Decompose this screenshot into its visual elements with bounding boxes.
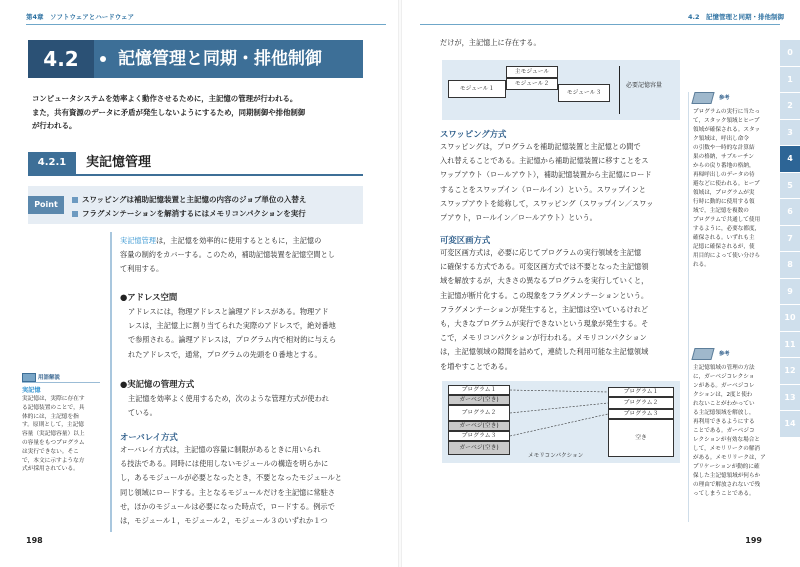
glossary-body bbox=[22, 395, 100, 474]
intro-line: コンピュータシステムを効率よく動作させるために，主記憶の管理が行われる。 bbox=[32, 94, 298, 103]
para-line: は，主記憶領域の隙間を詰めて，連続した利用可能な主記憶領域 bbox=[440, 347, 649, 357]
note-line: 再利用できるようにする bbox=[693, 419, 755, 425]
left-page-number: 198 bbox=[26, 536, 43, 545]
chapter-tab[interactable]: 12 bbox=[780, 358, 800, 385]
note-line: 用目的によって使い分けら bbox=[693, 253, 761, 259]
note-line: ことである。ガーベジコ bbox=[693, 428, 755, 434]
subsection-title-bar bbox=[28, 152, 363, 176]
note-line: 領域が確保される。スタッ bbox=[693, 127, 761, 133]
note-line: 行時に動的に使用する領 bbox=[693, 199, 755, 205]
right-page-number: 199 bbox=[745, 536, 762, 545]
para-line: で参照される。論理アドレスは，プログラム内で相対的に与えら bbox=[128, 335, 337, 345]
point-text: スワッピングは補助記憶装置と主記憶の内容のジョブ単位の入替え bbox=[82, 195, 307, 204]
note-line: 避などに使われる。ヒープ bbox=[693, 181, 760, 187]
glossary-line: 実記憶は，実際に存在す bbox=[22, 396, 85, 402]
note-line: 再帰呼出しのデータの待 bbox=[693, 172, 755, 178]
section-bullet-dot bbox=[100, 56, 106, 62]
para-text: は，主記憶を効率的に使用するとともに，主記憶の bbox=[155, 236, 322, 245]
para-line: オーバレイ方式は，主記憶の容量に制限があるときに用いられ bbox=[120, 445, 321, 454]
note-line: からの戻り番地の格納， bbox=[693, 163, 755, 169]
note-line: 果の格納，サブルーチン bbox=[693, 154, 755, 160]
chapter-tab[interactable]: 10 bbox=[780, 305, 800, 332]
para-line: 容量の制約をカバーする。このため，補助記憶装置を記憶空間とし bbox=[120, 250, 335, 260]
chapter-tab[interactable]: 3 bbox=[780, 120, 800, 147]
note-line: の理由で解放されないで残 bbox=[693, 482, 761, 488]
glossary-title: 実記憶 bbox=[22, 387, 41, 394]
glossary-label: 用語解説 bbox=[38, 375, 61, 381]
before-program-1: プログラム１ bbox=[448, 385, 510, 395]
point-item bbox=[72, 194, 306, 205]
para-line: プアウト，ロールイン／ロールアウト）という。 bbox=[440, 213, 597, 223]
after-free-space: 空き bbox=[608, 419, 674, 457]
chapter-tab[interactable]: 5 bbox=[780, 173, 800, 200]
diagram-module-2: モジュール２ bbox=[506, 78, 558, 90]
reference-note-stack-heap bbox=[693, 90, 773, 270]
paragraph-swapping bbox=[440, 140, 684, 225]
chapter-tab[interactable]: 9 bbox=[780, 279, 800, 306]
note-body bbox=[693, 108, 773, 270]
note-line: 記憶に確保されるが，使 bbox=[693, 244, 755, 250]
section-number: 4.2 bbox=[28, 40, 94, 78]
note-line: プログラムで共通して使用 bbox=[693, 217, 761, 223]
para-line: フラグメンテーションが発生すると，主記憶は空いているけれど bbox=[440, 304, 649, 314]
para-line: る技法である。同時には使用しないモジュールの構造を明らかに bbox=[120, 459, 329, 469]
heading-variable-partition: 可変区画方式 bbox=[440, 235, 491, 245]
point-tag: Point bbox=[28, 196, 64, 214]
paragraph-variable-partition bbox=[440, 246, 684, 374]
note-line: て，スタック領域とヒープ bbox=[693, 118, 760, 124]
glossary-line: す。原則として，主記憶 bbox=[22, 422, 84, 429]
note-line: れないことがわかってい bbox=[693, 401, 755, 407]
reference-note-garbage-collection bbox=[693, 346, 773, 499]
margin-rule bbox=[110, 232, 112, 532]
para-line: せ，ほかのモジュールは必要になった時点で，ロードする。例示で bbox=[120, 501, 335, 511]
book-icon bbox=[691, 92, 714, 104]
book-gutter bbox=[398, 0, 402, 567]
diagram-module-1: モジュール１ bbox=[448, 80, 506, 98]
note-line: る主記憶領域を解放し， bbox=[693, 410, 755, 416]
compaction-label: メモリコンパクション bbox=[528, 453, 584, 459]
heading-overlay: オーバレイ方式 bbox=[120, 432, 178, 442]
chapter-tab-active[interactable]: 4 bbox=[780, 146, 800, 173]
glossary-head bbox=[22, 373, 100, 383]
note-label: 参考 bbox=[719, 95, 730, 101]
note-line: 主記憶領域の管理の方法 bbox=[693, 365, 755, 371]
chapter-tab[interactable]: 0 bbox=[780, 40, 800, 67]
para-line: アドレスには，物理アドレスと論理アドレスがある。物理アド bbox=[128, 307, 329, 316]
glossary-line: る記憶装置のことで，具 bbox=[22, 404, 85, 411]
highlight-term: 実記憶管理 bbox=[120, 236, 156, 245]
book-icon bbox=[22, 373, 36, 382]
para-line bbox=[120, 234, 365, 248]
note-line: ってしまうことである。 bbox=[693, 491, 755, 497]
paragraph-overlay bbox=[120, 443, 368, 528]
para-line: し，あるモジュールが必要となったとき，不要となったモジュールと bbox=[120, 473, 342, 483]
before-garbage-3: ガーベジ(空き) bbox=[448, 441, 510, 455]
note-head bbox=[693, 90, 773, 108]
intro-line: また，共有資源のデータに矛盾が発生しないようにするため，同期制御や排他制御 bbox=[32, 107, 306, 117]
chapter-index-tabs bbox=[780, 40, 800, 438]
overlay-diagram bbox=[442, 60, 680, 120]
after-program-2: プログラム２ bbox=[608, 397, 674, 409]
glossary-line: で，本文に示すような方 bbox=[22, 457, 85, 464]
para-line: 入れ替えることである。主記憶から補助記憶装置に移すことをス bbox=[440, 156, 649, 166]
chapter-tab[interactable]: 7 bbox=[780, 226, 800, 253]
para-line: 域を解放するが，大きさの異なるプログラムを実行していくと， bbox=[440, 276, 649, 286]
diagram-main-module: 主モジュール bbox=[506, 66, 558, 78]
continuation-line: だけが，主記憶上に存在する。 bbox=[440, 38, 541, 47]
note-line: 保した主記憶領域が何らか bbox=[693, 473, 761, 479]
before-garbage-1: ガーベジ(空き) bbox=[448, 395, 510, 405]
note-line: ク領域は，呼出し命令 bbox=[693, 136, 749, 142]
heading-swapping: スワッピング方式 bbox=[440, 129, 507, 139]
glossary-line: 体的には，主記憶を指 bbox=[22, 413, 79, 420]
chapter-tab[interactable]: 8 bbox=[780, 252, 800, 279]
glossary-line: は実行できない。そこ bbox=[22, 448, 79, 455]
para-line: も，大きなプログラムが実行できないという現象が発生する。そ bbox=[440, 319, 649, 329]
left-running-head: 第4章 ソフトウェアとハードウェア bbox=[26, 13, 135, 21]
note-line: プリケーションが動的に確 bbox=[693, 464, 760, 470]
chapter-tab[interactable]: 11 bbox=[780, 332, 800, 359]
point-text: フラグメンテーションを解消するにはメモリコンパクションを実行 bbox=[82, 209, 306, 218]
chapter-tab[interactable]: 13 bbox=[780, 385, 800, 412]
glossary-line: 容量（実記憶容量）以上 bbox=[22, 431, 85, 438]
diagram-memory-label: 必要記憶容量 bbox=[626, 82, 663, 89]
note-line: 域で，主記憶を複数の bbox=[693, 208, 749, 214]
right-running-head: 4.2 記憶管理と同期・排他制御 bbox=[688, 13, 785, 21]
para-line: れたアドレスで，通常，プログラムの先頭を０番地とする。 bbox=[128, 349, 322, 359]
glossary-line: 式が採用されている。 bbox=[22, 466, 79, 473]
note-body bbox=[693, 364, 773, 499]
para-line: 主記憶が断片化する。この現象をフラグメンテーションという。 bbox=[440, 290, 649, 300]
left-header-rule bbox=[26, 24, 386, 25]
glossary-line: の容量をもつプログラム bbox=[22, 439, 85, 446]
para-line: 可変区画方式は，必要に応じてプログラムの実行領域を主記憶 bbox=[440, 248, 642, 257]
para-line: することをスワップイン（ロールイン）という。スワップインと bbox=[440, 184, 646, 194]
para-line: 主記憶を効率よく使用するため，次のような管理方式が使われ bbox=[128, 394, 329, 403]
note-label: 参考 bbox=[719, 351, 730, 357]
intro-line: が行われる。 bbox=[32, 121, 77, 130]
chapter-tab[interactable]: 6 bbox=[780, 199, 800, 226]
para-line: ワップアウト（ロールアウト），補助記憶装置から主記憶にロード bbox=[440, 170, 652, 180]
point-item bbox=[72, 208, 306, 219]
note-line: がある。メモリリークは，ア bbox=[693, 455, 766, 461]
heading-management-method: ●実記憶の管理方式 bbox=[120, 379, 195, 389]
before-garbage-2: ガーベジ(空き) bbox=[448, 421, 510, 431]
diagram-module-3: モジュール３ bbox=[558, 84, 610, 102]
note-line: レクションが有効な場合と bbox=[693, 437, 760, 443]
after-program-1: プログラム１ bbox=[608, 387, 674, 397]
point-box bbox=[28, 186, 363, 224]
para-line: て利用する。 bbox=[120, 264, 164, 274]
para-line: 同じ領域にロードする。主となるモジュールだけを主記憶に常駐さ bbox=[120, 487, 336, 497]
chapter-tab[interactable]: 1 bbox=[780, 67, 800, 94]
para-line: は，モジュール１，モジュール２，モジュール３のいずれか１つ bbox=[120, 516, 328, 526]
para-line: に確保する方式である。可変区画方式では不要となった主記憶領 bbox=[440, 262, 649, 272]
book-icon bbox=[691, 348, 714, 360]
heading-address-space: ●アドレス空間 bbox=[120, 292, 178, 302]
note-line: れる。 bbox=[693, 262, 710, 268]
section-intro bbox=[32, 92, 362, 133]
square-bullet-icon bbox=[72, 197, 78, 203]
section-title-bar bbox=[28, 40, 363, 78]
note-line: プログラムの実行に当たっ bbox=[693, 109, 761, 115]
note-line: 領域は，プログラムが実 bbox=[693, 190, 755, 196]
right-header-rule bbox=[420, 24, 780, 25]
before-program-2: プログラム２ bbox=[448, 405, 510, 421]
after-program-3: プログラム３ bbox=[608, 409, 674, 419]
subsection-number: 4.2.1 bbox=[28, 152, 76, 174]
paragraph-method bbox=[128, 392, 368, 420]
para-line: レスは，主記憶上に割り当てられた実際のアドレスで，絶対番地 bbox=[128, 321, 336, 331]
note-line: に，ガーベジコレクショ bbox=[693, 374, 755, 380]
chapter-tab[interactable]: 14 bbox=[780, 411, 800, 438]
section-title: 記憶管理と同期・排他制御 bbox=[118, 49, 322, 69]
glossary-box bbox=[22, 373, 100, 474]
paragraph-real-memory bbox=[120, 234, 365, 277]
paragraph-address bbox=[128, 305, 368, 362]
note-line: 確保される。いずれも主 bbox=[693, 235, 755, 241]
subsection-title: 実記憶管理 bbox=[86, 155, 152, 170]
before-program-3: プログラム３ bbox=[448, 431, 510, 441]
note-line: して，メモリリークの解消 bbox=[693, 446, 761, 452]
compaction-diagram bbox=[442, 381, 680, 463]
para-line: スワッピングは，プログラムを補助記憶装置と主記憶との間で bbox=[440, 142, 641, 151]
note-head bbox=[693, 346, 773, 364]
memory-size-arrow bbox=[619, 66, 620, 114]
note-line: ンがある。ガーベジコレ bbox=[693, 383, 755, 389]
para-line: ている。 bbox=[128, 408, 157, 418]
chapter-tab[interactable]: 2 bbox=[780, 93, 800, 120]
para-line: スワップアウトを総称して，スワッピング（スワップイン／スワッ bbox=[440, 198, 654, 208]
right-margin-rule bbox=[688, 92, 689, 522]
note-line: の引数や一時的な計算結 bbox=[693, 145, 755, 151]
note-line: クションは，2度と使わ bbox=[693, 392, 753, 398]
square-bullet-icon bbox=[72, 211, 78, 217]
para-line: こで，メモリコンパクションが行われる。メモリコンパクション bbox=[440, 333, 647, 343]
note-line: するように，必要な都度， bbox=[693, 226, 761, 232]
para-line: を増やすことである。 bbox=[440, 361, 512, 371]
